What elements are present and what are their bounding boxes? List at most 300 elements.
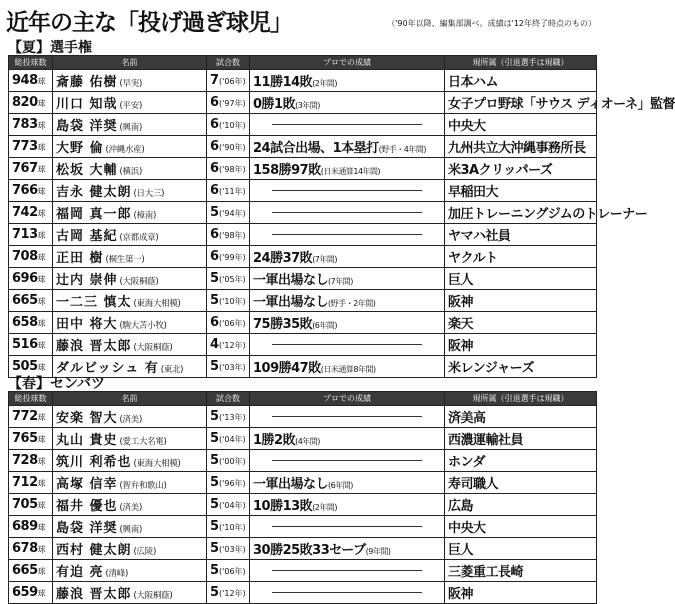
pitch-count: 516 [12, 337, 38, 352]
school-name: (済美) [119, 415, 142, 425]
tournament-year: ('06年) [219, 319, 246, 328]
current-team-cell [445, 312, 597, 334]
pitch-unit: 球 [37, 143, 46, 152]
col-current: 現所属（引退選手は現職） [445, 56, 597, 70]
pitch-count-cell [9, 582, 53, 604]
tournament-year: ('06年) [219, 77, 246, 86]
games-count: 5 [210, 453, 220, 468]
pitch-unit: 球 [37, 231, 46, 240]
pro-record-note: (6年間) [312, 321, 338, 330]
col-games: 試合数 [207, 56, 250, 70]
current-team-cell [445, 158, 597, 180]
player-cell [53, 560, 207, 582]
pitch-count-cell [9, 136, 53, 158]
current-team: 早稲田大 [448, 185, 499, 200]
current-team: 楽天 [448, 317, 474, 332]
school-name: (沖縄水産) [105, 145, 145, 155]
games-count: 5 [210, 563, 220, 578]
player-cell [53, 406, 207, 428]
school-name: (清峰) [105, 569, 128, 579]
pitch-count-cell [9, 560, 53, 582]
player-name: 松坂 大輔 [56, 163, 118, 178]
tournament-year: ('97年) [219, 99, 246, 108]
games-cell [207, 406, 250, 428]
games-cell [207, 70, 250, 92]
tournament-year: ('13年) [219, 413, 246, 422]
pro-record-cell [250, 450, 445, 472]
current-team-cell [445, 334, 597, 356]
games-count: 5 [210, 409, 220, 424]
pro-record-cell [250, 268, 445, 290]
pitch-count: 766 [12, 183, 38, 198]
school-name: (駒大苫小牧) [119, 321, 167, 331]
pro-record-cell [250, 334, 445, 356]
tournament-year: ('10年) [219, 121, 246, 130]
current-team-cell [445, 560, 597, 582]
pro-record-cell [250, 312, 445, 334]
pitch-unit: 球 [37, 253, 46, 262]
pro-record-cell [250, 224, 445, 246]
pro-record-note: (3年間) [295, 101, 320, 110]
school-name: (愛工大名電) [119, 437, 167, 447]
games-cell [207, 92, 250, 114]
table-row [9, 180, 597, 202]
player-cell [53, 494, 207, 516]
pro-record-cell [250, 582, 445, 604]
pro-record: 75勝35敗 [253, 317, 313, 332]
current-team: 中央大 [448, 521, 486, 536]
current-team: 西濃運輸社員 [448, 433, 524, 448]
player-name: 藤浪 晋太郎 [56, 339, 132, 354]
no-record-dash [272, 526, 422, 527]
school-name: (済美) [119, 503, 142, 513]
pro-record-cell [250, 180, 445, 202]
player-cell [53, 268, 207, 290]
tournament-year: ('94年) [219, 209, 246, 218]
pro-record-cell [250, 356, 445, 378]
current-team-cell [445, 428, 597, 450]
pro-record-cell [250, 290, 445, 312]
tournament-year: ('99年) [219, 253, 246, 262]
table-row [9, 202, 597, 224]
current-team: 巨人 [448, 273, 474, 288]
player-name: 吉永 健太朗 [56, 185, 132, 200]
games-cell [207, 158, 250, 180]
school-name: (早実) [119, 79, 142, 89]
pro-record-cell [250, 516, 445, 538]
current-team: ホンダ [448, 455, 485, 470]
current-team-cell [445, 356, 597, 378]
pitch-count-cell [9, 472, 53, 494]
player-name: 高塚 信幸 [56, 477, 118, 492]
pro-record-cell [250, 114, 445, 136]
pitch-unit: 球 [37, 165, 46, 174]
games-count: 5 [210, 293, 220, 308]
pro-record-note: (日米通算14年間) [320, 167, 381, 176]
player-name: 島袋 洋奨 [56, 521, 118, 536]
col-record: プロでの成績 [250, 56, 445, 70]
pro-record-cell [250, 406, 445, 428]
pitch-count-cell [9, 224, 53, 246]
games-count: 6 [210, 227, 220, 242]
pro-record: 一軍出場なし [253, 295, 329, 310]
games-count: 6 [210, 161, 220, 176]
games-cell [207, 494, 250, 516]
source-note: （'90年以降、編集部調べ。成績は'12年終了時点のもの） [387, 19, 596, 28]
current-team-cell [445, 92, 675, 114]
school-name: (樟南) [133, 211, 156, 221]
school-name: (京都成章) [119, 233, 159, 243]
pro-record-cell [250, 70, 445, 92]
player-cell [53, 472, 207, 494]
games-cell [207, 246, 250, 268]
player-name: 丸山 貴史 [56, 433, 118, 448]
pitch-unit: 球 [37, 121, 46, 130]
player-cell [53, 428, 207, 450]
summer-heading: 【夏】選手権 [8, 40, 92, 56]
no-record-dash [272, 460, 422, 461]
player-cell [53, 312, 207, 334]
tournament-year: ('10年) [219, 523, 246, 532]
pitch-count: 728 [12, 453, 38, 468]
current-team: 巨人 [448, 543, 474, 558]
no-record-dash [272, 344, 422, 345]
player-name: 一二三 慎太 [56, 295, 132, 310]
school-name: (桐生第一) [105, 255, 145, 265]
games-count: 5 [210, 475, 220, 490]
pitch-unit: 球 [37, 275, 46, 284]
player-name: 川口 知哉 [56, 97, 118, 112]
tournament-year: ('03年) [219, 363, 246, 372]
current-team-cell [445, 114, 597, 136]
games-count: 6 [210, 117, 220, 132]
tournament-year: ('05年) [219, 275, 246, 284]
pitch-count: 705 [12, 497, 38, 512]
pitch-count-cell [9, 450, 53, 472]
player-name: 福岡 真一郎 [56, 207, 132, 222]
pitch-count: 665 [12, 563, 38, 578]
pitch-unit: 球 [37, 501, 46, 510]
pitch-unit: 球 [37, 523, 46, 532]
col-pitches: 総投球数 [9, 56, 53, 70]
table-row [9, 494, 597, 516]
current-team: ヤクルト [448, 251, 498, 266]
col-name: 名前 [53, 392, 207, 406]
page-title: 近年の主な「投げ過ぎ球児」 [6, 10, 292, 36]
current-team: 阪神 [448, 339, 474, 354]
pitch-count: 772 [12, 409, 38, 424]
current-team-cell [445, 202, 648, 224]
tournament-year: ('04年) [219, 501, 246, 510]
pro-record-note: (6年間) [328, 481, 353, 490]
player-cell [53, 202, 207, 224]
no-record-dash [272, 212, 422, 213]
table-row [9, 472, 597, 494]
games-count: 5 [210, 519, 220, 534]
games-cell [207, 538, 250, 560]
col-record: プロでの成績 [250, 392, 445, 406]
pitch-count-cell [9, 494, 53, 516]
spring-header-row [9, 392, 597, 406]
player-name: 古岡 基紀 [56, 229, 118, 244]
player-cell [53, 582, 207, 604]
pitch-count-cell [9, 202, 53, 224]
pitch-unit: 球 [37, 341, 46, 350]
player-cell [53, 70, 207, 92]
pitch-unit: 球 [37, 413, 46, 422]
games-cell [207, 114, 250, 136]
pitch-count-cell [9, 334, 53, 356]
games-cell [207, 136, 250, 158]
pitch-count-cell [9, 516, 53, 538]
games-cell [207, 582, 250, 604]
pitch-unit: 球 [37, 363, 46, 372]
games-count: 6 [210, 315, 220, 330]
pro-record-cell [250, 494, 445, 516]
games-count: 6 [210, 249, 220, 264]
table-row [9, 70, 597, 92]
pro-record-note: (野手・2年間) [328, 299, 376, 308]
pitch-unit: 球 [37, 209, 46, 218]
games-count: 5 [210, 431, 220, 446]
school-name: (智弁和歌山) [119, 481, 167, 491]
table-row [9, 560, 597, 582]
player-cell [53, 538, 207, 560]
table-row [9, 406, 597, 428]
col-pitches: 総投球数 [9, 392, 53, 406]
player-cell [53, 290, 207, 312]
pro-record-cell [250, 428, 445, 450]
tournament-year: ('98年) [219, 165, 246, 174]
table-row [9, 114, 597, 136]
no-record-dash [272, 234, 422, 235]
pitch-count: 708 [12, 249, 38, 264]
pitch-count: 820 [12, 95, 38, 110]
spring-heading: 【春】センバツ [8, 376, 106, 392]
table-row [9, 582, 597, 604]
pitch-count-cell [9, 538, 53, 560]
player-name: 西村 健太朗 [56, 543, 132, 558]
current-team-cell [445, 450, 597, 472]
pitch-count-cell [9, 92, 53, 114]
col-games: 試合数 [207, 392, 250, 406]
table-row [9, 246, 597, 268]
tournament-year: ('98年) [219, 231, 246, 240]
school-name: (日大三) [133, 189, 165, 199]
current-team-cell [445, 290, 597, 312]
current-team: 九州共立大沖縄事務所長 [448, 141, 586, 156]
tournament-year: ('04年) [219, 435, 246, 444]
current-team: 阪神 [448, 587, 474, 602]
current-team: 女子プロ野球「サウス ディオーネ」監督 [448, 97, 675, 112]
pro-record: 一軍出場なし [253, 477, 329, 492]
player-cell [53, 224, 207, 246]
pro-record-note: (野手・4年間) [378, 145, 426, 154]
current-team: 阪神 [448, 295, 474, 310]
games-count: 5 [210, 497, 220, 512]
pro-record: 158勝97敗 [253, 163, 321, 178]
summer-table [8, 55, 675, 378]
table-row [9, 136, 597, 158]
pitch-unit: 球 [37, 479, 46, 488]
pro-record-cell [250, 158, 445, 180]
games-cell [207, 290, 250, 312]
table-row [9, 538, 597, 560]
school-name: (大阪桐蔭) [133, 591, 173, 601]
pitch-count: 505 [12, 359, 38, 374]
pitch-unit: 球 [37, 99, 46, 108]
current-team-cell [445, 268, 597, 290]
pro-record-cell [250, 560, 445, 582]
pitch-count-cell [9, 158, 53, 180]
pitch-count-cell [9, 406, 53, 428]
pro-record-cell [250, 246, 445, 268]
table-row [9, 334, 597, 356]
pitch-count: 696 [12, 271, 38, 286]
games-count: 5 [210, 585, 220, 600]
games-cell [207, 428, 250, 450]
current-team: 中央大 [448, 119, 486, 134]
current-team: ヤマハ社員 [448, 229, 511, 244]
pro-record: 一軍出場なし [253, 273, 329, 288]
table-row [9, 290, 597, 312]
tournament-year: ('10年) [219, 297, 246, 306]
tournament-year: ('06年) [219, 567, 246, 576]
school-name: (興南) [119, 525, 142, 535]
player-cell [53, 180, 207, 202]
games-cell [207, 472, 250, 494]
pro-record: 30勝25敗33セーブ [253, 543, 366, 558]
pitch-count-cell [9, 246, 53, 268]
pitch-count: 665 [12, 293, 38, 308]
games-cell [207, 356, 250, 378]
current-team: 日本ハム [448, 75, 499, 90]
school-name: (平安) [119, 101, 142, 111]
pitch-unit: 球 [37, 567, 46, 576]
current-team: 米3Aクリッパーズ [448, 163, 553, 178]
current-team: 済美高 [448, 411, 486, 426]
games-cell [207, 202, 250, 224]
games-cell [207, 312, 250, 334]
pitch-count: 713 [12, 227, 38, 242]
pro-record-note: (日米通算8年間) [320, 365, 376, 374]
pro-record-cell [250, 538, 445, 560]
games-cell [207, 334, 250, 356]
pitch-count-cell [9, 428, 53, 450]
current-team-cell [445, 70, 597, 92]
col-name: 名前 [53, 56, 207, 70]
player-name: 斎藤 佑樹 [56, 75, 118, 90]
title-row [6, 4, 596, 34]
tournament-year: ('96年) [219, 479, 246, 488]
player-cell [53, 516, 207, 538]
player-cell [53, 450, 207, 472]
pitch-count-cell [9, 312, 53, 334]
player-name: 大野 倫 [56, 141, 104, 156]
current-team-cell [445, 538, 597, 560]
current-team: 米レンジャーズ [448, 361, 534, 376]
pitch-count: 765 [12, 431, 38, 446]
pitch-count: 658 [12, 315, 38, 330]
player-name: 有迫 亮 [56, 565, 104, 580]
pro-record-cell [250, 472, 445, 494]
player-cell [53, 158, 207, 180]
school-name: (東北) [160, 365, 184, 375]
player-name: 島袋 洋奨 [56, 119, 118, 134]
games-count: 5 [210, 271, 220, 286]
pitch-count: 689 [12, 519, 38, 534]
pitch-unit: 球 [37, 77, 46, 86]
tournament-year: ('12年) [219, 341, 246, 350]
player-name: 福井 優也 [56, 499, 118, 514]
pitch-count: 948 [12, 73, 38, 88]
pro-record: 0勝1敗 [253, 97, 296, 112]
no-record-dash [272, 190, 422, 191]
pitch-unit: 球 [37, 297, 46, 306]
pro-record-note: (7年間) [328, 277, 353, 286]
player-cell [53, 114, 207, 136]
table-row [9, 450, 597, 472]
pitch-unit: 球 [37, 457, 46, 466]
games-cell [207, 180, 250, 202]
player-cell [53, 136, 207, 158]
school-name: (大阪桐蔭) [119, 277, 159, 287]
pitch-count: 712 [12, 475, 38, 490]
pitch-count-cell [9, 180, 53, 202]
player-name: 藤浪 晋太郎 [56, 587, 132, 602]
pitch-unit: 球 [37, 187, 46, 196]
pitch-count: 783 [12, 117, 38, 132]
pitch-count: 742 [12, 205, 38, 220]
table-row [9, 312, 597, 334]
pitch-count: 678 [12, 541, 38, 556]
pitch-count-cell [9, 70, 53, 92]
games-count: 5 [210, 541, 220, 556]
games-cell [207, 268, 250, 290]
school-name: (東海大相模) [133, 299, 181, 309]
table-row [9, 268, 597, 290]
games-count: 6 [210, 183, 220, 198]
pro-record: 1勝2敗 [253, 433, 296, 448]
current-team: 三菱重工長崎 [448, 565, 524, 580]
games-count: 6 [210, 139, 220, 154]
school-name: (東海大相模) [133, 459, 181, 469]
school-name: (広陵) [133, 547, 156, 557]
player-cell [53, 92, 207, 114]
table-row [9, 516, 597, 538]
pro-record: 10勝13敗 [253, 499, 313, 514]
player-name: ダルビッシュ 有 [56, 361, 159, 376]
school-name: (横浜) [119, 167, 142, 177]
player-name: 正田 樹 [56, 251, 104, 266]
games-count: 6 [210, 95, 220, 110]
games-cell [207, 560, 250, 582]
no-record-dash [272, 124, 422, 125]
games-cell [207, 224, 250, 246]
pitch-count: 659 [12, 585, 38, 600]
tournament-year: ('90年) [219, 143, 246, 152]
spring-table [8, 391, 597, 604]
current-team-cell [445, 180, 597, 202]
pro-record-cell [250, 136, 445, 158]
current-team-cell [445, 516, 597, 538]
pro-record-cell [250, 202, 445, 224]
games-count: 5 [210, 359, 220, 374]
pitch-count-cell [9, 290, 53, 312]
col-current: 現所属（引退選手は現職） [445, 392, 597, 406]
tournament-year: ('12年) [219, 589, 246, 598]
summer-header-row [9, 56, 597, 70]
